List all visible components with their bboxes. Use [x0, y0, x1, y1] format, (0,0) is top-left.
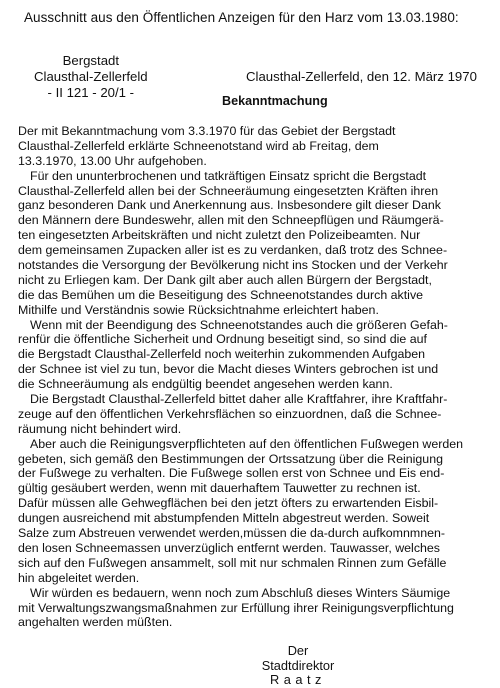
- body-line: gebeten, sich gemäß den Bestimmungen der Ortssatzung über die Reinigung: [18, 451, 443, 466]
- body-line: 13.3.1970, 13.00 Uhr aufgehoben.: [18, 153, 207, 168]
- body-line: Die Bergstadt Clausthal-Zellerfeld bittet daher alle Kraftfahrer, ihre Kraftfahr-: [30, 392, 448, 407]
- body-line: notstandes die Versorgung der Bevölkerung nicht ins Stocken und der Verkehr: [18, 258, 448, 273]
- body-line: Salze zum Abstreuen verwendet werden,müssen die da-durch aufkomnmnen-: [18, 526, 446, 541]
- body-line: ganz besonderen Dank und Anerkennung aus. Insbesondere gilt dieser Dank: [18, 198, 441, 213]
- body-line: dem gemeinsamen Zupacken aller ist es zu verdanken, daß trotz des Schnee-: [18, 243, 448, 258]
- body-line: die das Bemühen um die Beseitigung des Schneenotstandes durch aktive: [18, 287, 424, 302]
- body-line: zeuge auf den öffentlichen Verkehrsflächen so einzuordnen, daß die Schnee-: [18, 406, 442, 421]
- signature-name: Raatz: [270, 672, 326, 687]
- dateline: Clausthal-Zellerfeld, den 12. März 1970: [246, 69, 477, 84]
- body-line: ten eingesetzten Arbeitskräften und nicht zuletzt den Polizeibeamten. Nur: [18, 228, 421, 243]
- body-line: Clausthal-Zellerfeld erklärte Schneenotstand wird ab Freitag, dem: [18, 138, 379, 153]
- body-line: gültig gesäubert werden, wenn mit dauerhaftem Tauwetter zu rechnen ist.: [18, 481, 421, 496]
- body-line: der Schnee ist viel zu tun, bevor die Macht dieses Winters gebrochen ist und: [18, 362, 439, 377]
- body-line: Wenn mit der Beendigung des Schneenotstandes auch die größeren Gefah-: [30, 317, 448, 332]
- body-line: den Männern dere Bundeswehr, allen mit den Schneepflügen und Räumgerä-: [18, 213, 444, 228]
- announcement-title: Bekanntmachung: [222, 94, 328, 108]
- body-line: hin abgeleitet werden.: [18, 570, 140, 585]
- body-line: dungen ausreichend mit abstumpfenden Mitteln abgestreut werden. Soweit: [18, 511, 430, 526]
- body-line: räumung nicht behindert wird.: [18, 421, 182, 436]
- signature-block: [250, 644, 346, 688]
- body-line: Clausthal-Zellerfeld allen bei der Schneeräumung eingesetzten Kräften ihren: [18, 183, 439, 198]
- sender-town: Bergstadt: [62, 53, 120, 68]
- body-line: nicht zu Erliegen kam. Der Dank gilt aber auch allen Bürgern der Bergstadt,: [18, 272, 432, 287]
- sender-block: [34, 53, 148, 101]
- body-line: Der mit Bekanntmachung vom 3.3.1970 für das Gebiet der Bergstadt: [18, 124, 396, 138]
- reference-number: - II 121 - 20/1 -: [47, 85, 135, 100]
- signature-role: Der Stadtdirektor: [261, 643, 335, 673]
- body-line: den losen Schneemassen unverzüglich entfernt werden. Tauwasser, welches: [18, 540, 440, 555]
- announcement-body: [18, 124, 496, 630]
- body-line: renfür die öffentliche Sicherheit und Ordnung beseitigt sind, so sind die auf: [18, 332, 427, 347]
- body-line: mit Verwaltungszwangsmaßnahmen zur Erfüllung ihrer Reinigungsverpflichtung: [18, 600, 454, 615]
- body-line: die Schneeräumung als endgültig beendet angesehen werden kann.: [18, 377, 393, 392]
- body-line: Für den ununterbrochenen und tatkräftigen Einsatz spricht die Bergstadt: [30, 168, 427, 183]
- body-line: Wir würden es bedauern, wenn noch zum Abschluß dieses Winters Säumige: [30, 585, 451, 600]
- body-line: Aber auch die Reinigungsverpflichteten auf den öffentlichen Fußwegen werden: [30, 436, 464, 451]
- body-line: angehalten werden müßten.: [18, 615, 173, 630]
- body-line: sich auf den Fußwegen ansammelt, soll mit nur schmalen Rinnen zum Gefälle: [18, 555, 447, 570]
- body-line: Dafür müssen alle Gehwegflächen bei den jetzt öfters zu erwartenden Eisbil-: [18, 496, 439, 511]
- body-line: Mithilfe und Verständnis sowie Rücksichtnahme erleichtert haben.: [18, 302, 379, 317]
- body-line: der Fußwege zu verhalten. Die Fußwege sollen erst von Schnee und Eis end-: [18, 466, 445, 481]
- source-line: Ausschnitt aus den Öffentlichen Anzeigen für den Harz vom 13.03.1980:: [24, 10, 459, 25]
- body-line: die Bergstadt Clausthal-Zellerfeld noch weiterhin zukommenden Aufgaben: [18, 347, 426, 362]
- sender-city: Clausthal-Zellerfeld: [34, 69, 148, 84]
